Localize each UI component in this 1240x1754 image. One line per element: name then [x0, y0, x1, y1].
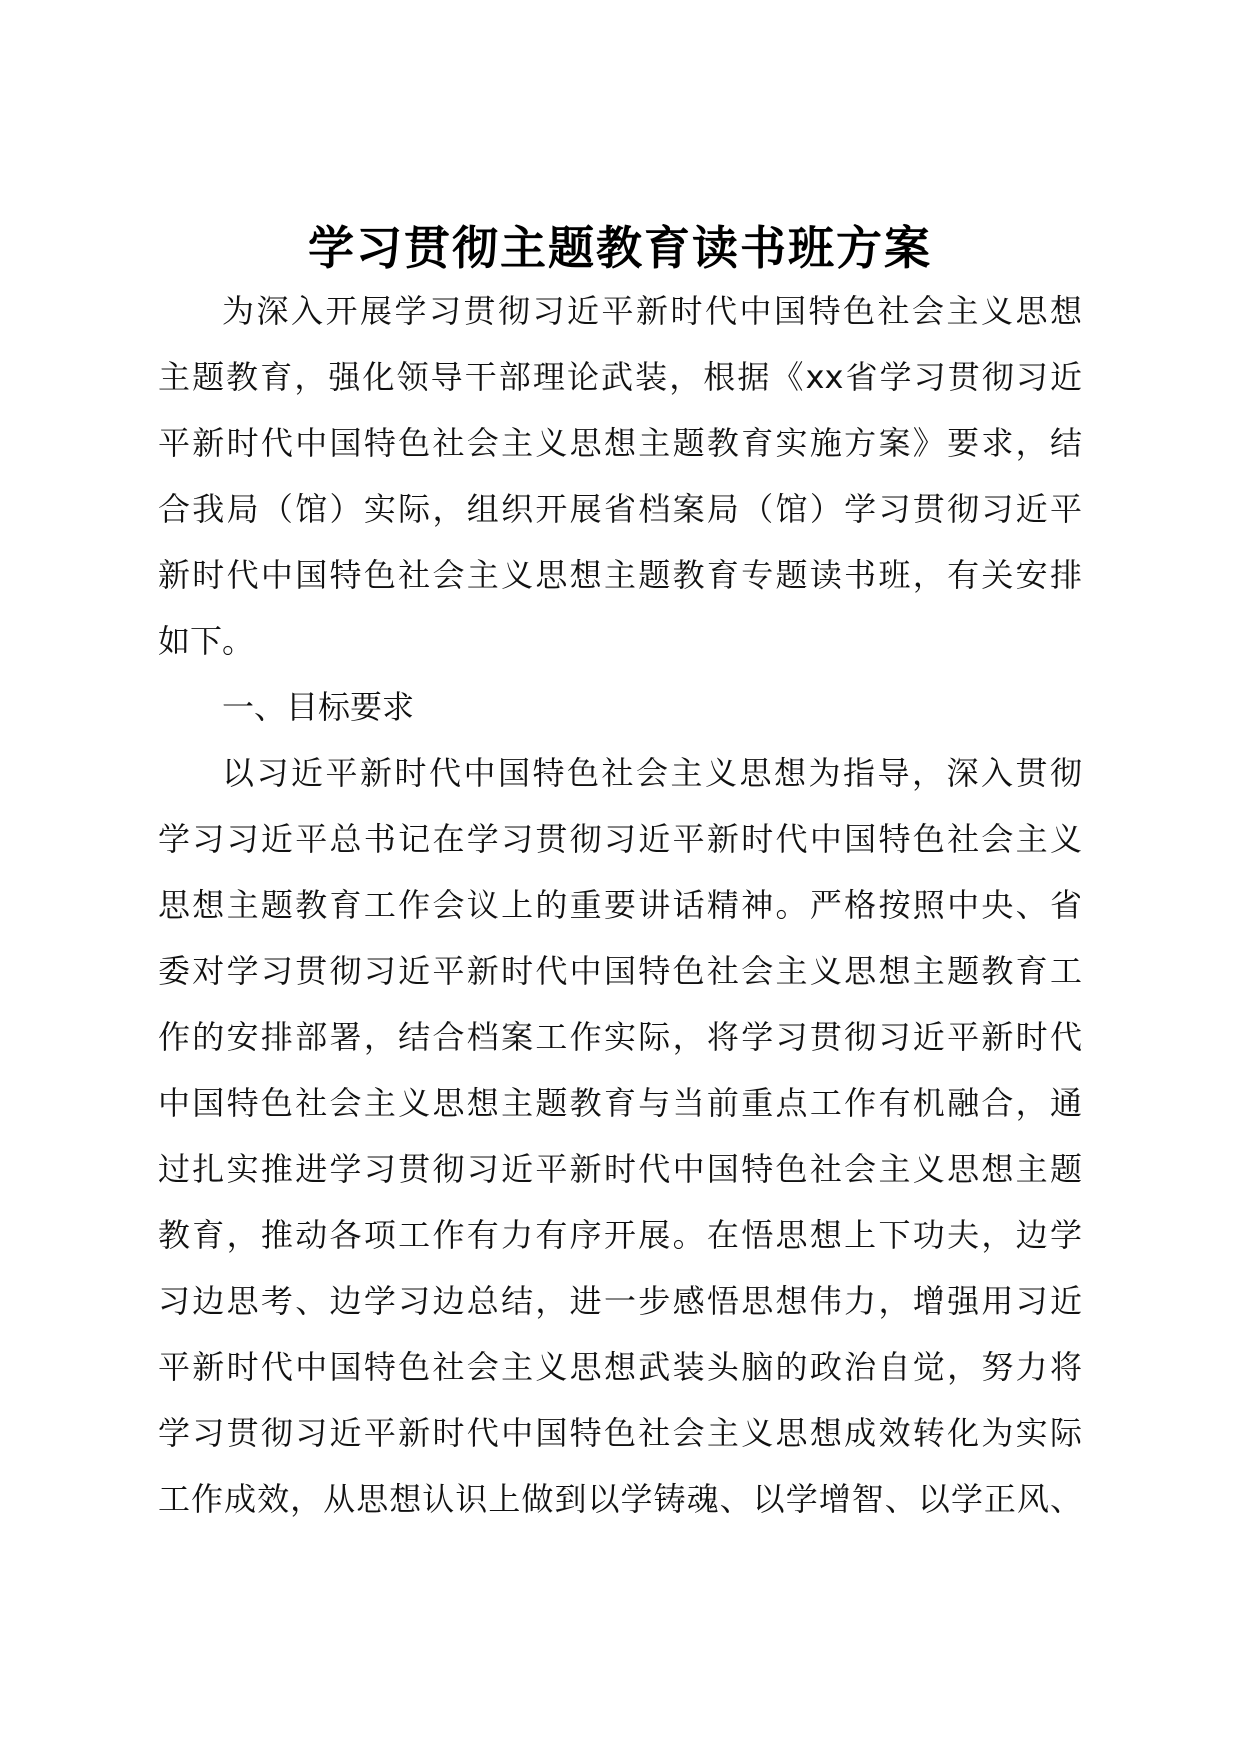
document-title: 学习贯彻主题教育读书班方案 — [308, 221, 932, 275]
paragraph-line: 如下。 — [158, 622, 255, 660]
paragraph-line: 工作成效，从思想认识上做到以学铸魂、以学增智、以学正风、 — [158, 1480, 1082, 1518]
paragraph-line: 新时代中国特色社会主义思想主题教育专题读书班，有关安排 — [158, 556, 1082, 594]
paragraph-line: 为深入开展学习贯彻习近平新时代中国特色社会主义思想 — [222, 292, 1082, 330]
section-heading: 一、目标要求 — [222, 688, 415, 726]
paragraph-line: 思想主题教育工作会议上的重要讲话精神。严格按照中央、省 — [158, 886, 1082, 924]
paragraph-line: 习边思考、边学习边总结，进一步感悟思想伟力，增强用习近 — [158, 1282, 1082, 1320]
paragraph-line: 教育，推动各项工作有力有序开展。在悟思想上下功夫，边学 — [158, 1216, 1082, 1254]
paragraph-line: 以习近平新时代中国特色社会主义思想为指导，深入贯彻 — [222, 754, 1082, 792]
paragraph-line: 作的安排部署，结合档案工作实际，将学习贯彻习近平新时代 — [158, 1018, 1082, 1056]
paragraph-line: 学习习近平总书记在学习贯彻习近平新时代中国特色社会主义 — [158, 820, 1082, 858]
paragraph-line: 主题教育，强化领导干部理论武装，根据《xx省学习贯彻习近 — [158, 358, 1082, 396]
paragraph-line: 过扎实推进学习贯彻习近平新时代中国特色社会主义思想主题 — [158, 1150, 1082, 1188]
paragraph-line: 委对学习贯彻习近平新时代中国特色社会主义思想主题教育工 — [158, 952, 1082, 990]
paragraph-line: 平新时代中国特色社会主义思想武装头脑的政治自觉，努力将 — [158, 1348, 1082, 1386]
paragraph-line: 合我局（馆）实际，组织开展省档案局（馆）学习贯彻习近平 — [158, 490, 1082, 528]
paragraph-line: 中国特色社会主义思想主题教育与当前重点工作有机融合，通 — [158, 1084, 1082, 1122]
paragraph-line: 平新时代中国特色社会主义思想主题教育实施方案》要求，结 — [158, 424, 1082, 462]
paragraph-line: 学习贯彻习近平新时代中国特色社会主义思想成效转化为实际 — [158, 1414, 1082, 1452]
